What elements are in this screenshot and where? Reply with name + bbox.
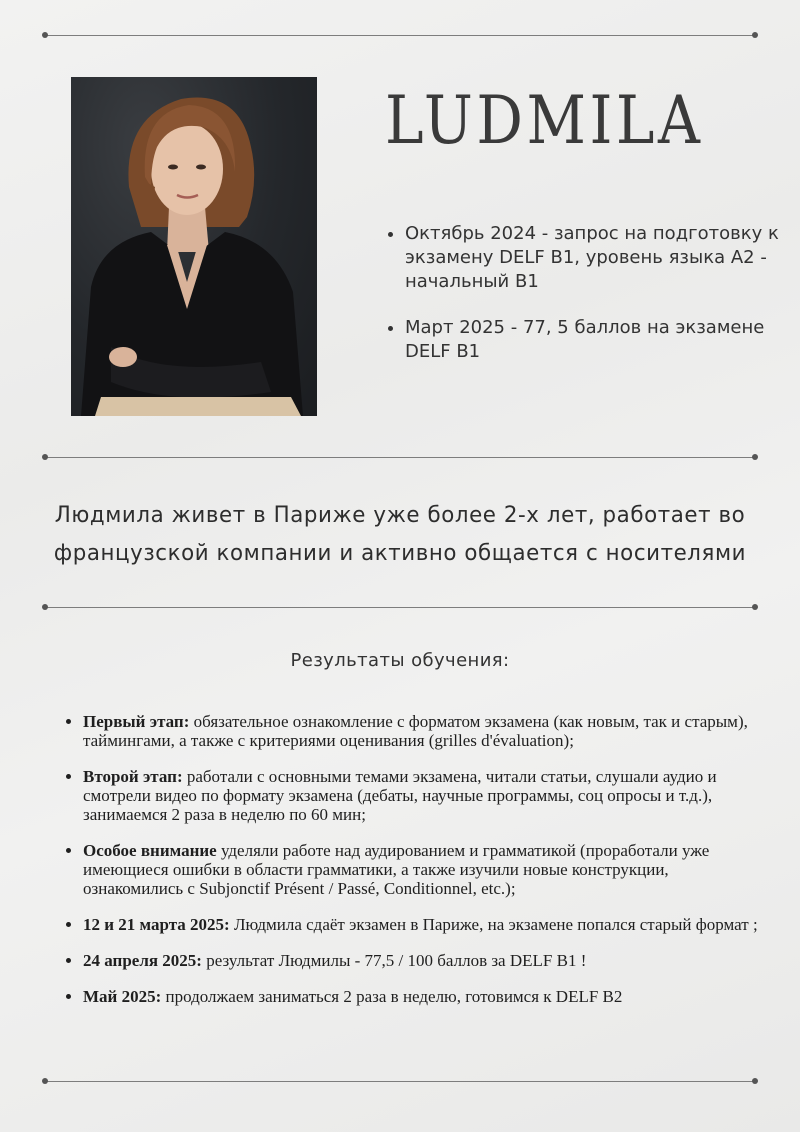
results-item-label: Первый этап: [83,712,190,731]
fact-item: • Октябрь 2024 - запрос на подготовку к экзамену DELF B1, уровень языка A2 - начальный B1 [405,222,785,294]
results-item [83,767,773,824]
divider-middle-2 [45,607,755,608]
facts-list [385,222,785,386]
results-item [83,841,773,898]
divider-bottom [45,1081,755,1082]
results-item-text: обязательное ознакомление с форматом экзамена (как новым, так и старым), таймингами, а также с критериями оценивания (grilles d'évaluation); [83,712,748,750]
results-item-text: Людмила сдаёт экзамен в Париже, на экзамене попался старый формат ; [229,915,758,934]
results-item-text: работали с основными темами экзамена, читали статьи, слушали аудио и смотрели видео по формату экзамена (дебаты, научные программы, соц опросы и т.д.), занимаемся 2 раза в неделю по 60 мин; [83,767,717,824]
results-item-text: уделяли работе над аудированием и грамматикой (проработали уже имеющиеся ошибки в области грамматики, а также изучили новые конструкции, ознакомились с Subjonctif Présent / Passé, Conditionnel, etc.); [83,841,710,898]
results-title: Результаты обучения: [290,650,510,671]
results-item [83,915,773,934]
results-item-label: 12 и 21 марта 2025: [83,915,230,934]
results-item-label: Второй этап: [83,767,183,786]
results-item [83,951,773,970]
person-name: LUDMILA [385,82,704,159]
intro-text: Людмила живет в Париже уже более 2-х лет, работает во французской компании и активно общается с носителями [53,503,747,566]
results-item-text: продолжаем заниматься 2 раза в неделю, готовимся к DELF B2 [161,987,623,1006]
results-item [83,712,773,750]
results-item-text: результат Людмилы - 77,5 / 100 баллов за DELF B1 ! [201,951,587,970]
results-item-label: Май 2025: [83,987,162,1006]
results-item [83,987,773,1006]
portrait-photo [71,77,317,416]
divider-top [45,35,755,36]
results-item-label: 24 апреля 2025: [83,951,202,970]
divider-middle-1 [45,457,755,458]
results-item-label: Особое внимание [83,841,217,860]
fact-item: • Март 2025 - 77, 5 баллов на экзамене DELF B1 [405,316,785,364]
results-list [83,712,773,1023]
